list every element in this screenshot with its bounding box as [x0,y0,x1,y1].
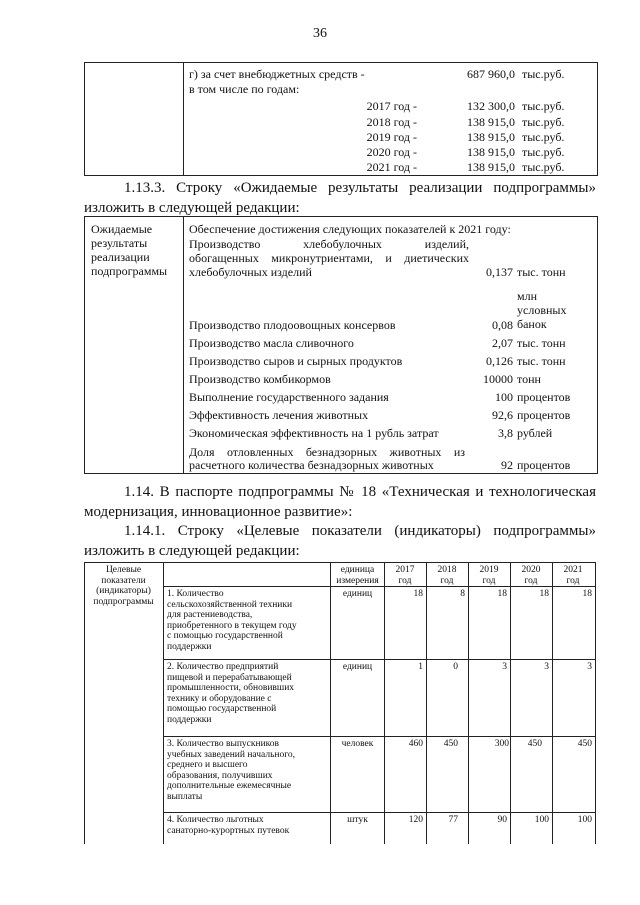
column-divider [426,562,427,844]
name-line: учебных заведений начального, [167,749,296,760]
label-line: показатели [101,575,146,586]
name-line: технику и оборудование с [167,693,272,704]
result-label: хлебобулочных изделий [189,265,312,279]
header-line: измерения [336,575,379,586]
indicator-value: 18 [539,589,549,599]
results-intro: Обеспечение достижения следующих показателей к 2021 году: [189,222,511,236]
name-line: санаторно-курортных путевок [167,825,290,836]
funding-unit: тыс.руб. [522,130,565,144]
paragraph-line: изложить в следующей редакции: [84,543,300,559]
row-divider [163,586,596,587]
indicator-unit: единиц [342,662,373,672]
name-line: поддержки [167,641,212,652]
funding-amount: 138 915,0 [467,160,515,174]
indicator-value: 1 [418,662,423,672]
indicator-unit: единиц [342,589,373,599]
funding-year: 2018 год - [366,115,417,129]
name-line: помощью государственной [167,704,277,714]
paragraph-line: модернизация, инновационное развитие»: [84,504,353,520]
indicator-value: 3 [587,662,592,672]
name-line: образования, получивших [167,770,273,781]
result-label: Производство масла сливочного [189,336,354,350]
indicator-name [167,815,327,836]
result-label: Эффективность лечения животных [189,408,369,422]
table-border [84,562,596,563]
funding-amount: 132 300,0 [467,99,515,113]
funding-total-amount: 687 960,0 [467,67,515,81]
indicator-value: 460 [408,739,423,749]
name-line: 1. Количество [167,589,224,599]
indicator-value: 18 [413,589,423,599]
funding-unit: тыс.руб. [522,145,565,159]
paragraph-line: 1.13.3. Строку «Ожидаемые результаты реализации подпрограммы» [124,180,596,196]
expected-results-table [84,216,598,474]
result-value: 92 [501,458,513,472]
paragraph-1-14 [84,482,596,522]
indicator-value: 0 [453,662,458,672]
table-border [84,562,85,844]
result-label: Экономическая эффективность на 1 рубль затрат [189,426,439,440]
year-header: 2017 год [395,565,415,586]
indicator-name [167,662,327,725]
name-line: выплаты [167,791,203,802]
funding-unit: тыс.руб. [522,99,565,113]
indicator-value: 100 [534,815,549,825]
funding-amount: 138 915,0 [467,145,515,159]
indicators-table [84,562,596,844]
name-line: среднего и высшего [167,760,248,770]
funding-title: г) за счет внебюджетных средств - [189,67,365,81]
column-divider [183,217,184,473]
indicator-value: 18 [497,589,507,599]
funding-year: 2021 год - [366,160,417,174]
result-value: 2,07 [492,336,513,350]
indicator-value: 3 [544,662,549,672]
indicator-value: 450 [443,739,458,749]
year-header: 2018 год [437,565,457,586]
row-divider [163,659,596,660]
indicator-value: 3 [502,662,507,672]
label-line: реализации [91,250,150,264]
indicator-unit: человек [341,739,374,749]
result-unit [517,289,595,331]
name-line: дополнительные ежемесячные [167,781,292,791]
funding-amount: 138 915,0 [467,130,515,144]
column-divider [552,562,553,844]
result-label: Производство плодоовощных консервов [189,318,396,332]
header-line: единица [340,565,375,575]
funding-amount: 138 915,0 [467,115,515,129]
indicator-value: 450 [577,739,592,749]
column-divider [163,562,164,844]
row-divider [163,736,596,737]
row-label [86,565,161,607]
indicator-name [167,589,327,652]
column-divider [510,562,511,844]
name-line: сельскохозяйственной техники [167,599,293,610]
indicator-value: 300 [494,739,509,749]
indicator-value: 18 [582,589,592,599]
indicator-value: 90 [497,815,507,825]
funding-year: 2019 год - [366,130,417,144]
year-header: 2021 год [563,565,583,586]
indicator-name [167,739,327,802]
funding-unit: тыс.руб. [522,160,565,174]
result-value: 0,137 [486,265,513,279]
funding-by-years: в том числе по годам: [189,82,300,96]
indicator-unit: штук [347,815,368,825]
name-line: с помощью государственной [167,631,283,641]
year-header: 2019 год [479,565,499,586]
unit-line: млн [517,289,538,303]
result-value: 10000 [483,372,513,386]
row-label [91,222,181,278]
result-unit: процентов [517,390,571,404]
result-label: Производство хлебобулочных изделий, [189,237,469,251]
result-unit: тыс. тонн [517,265,566,279]
row-divider [163,812,596,813]
result-unit: процентов [517,458,571,472]
indicator-value: 77 [448,815,458,825]
result-label: Производство комбикормов [189,372,331,386]
name-line: для растениеводства, [167,610,253,620]
indicator-value: 120 [408,815,423,825]
result-label: Выполнение государственного задания [189,390,389,404]
page-number: 36 [313,26,327,41]
funding-table [84,62,598,176]
column-divider [468,562,469,844]
label-line: результаты [91,236,148,250]
result-value: 0,08 [492,318,513,332]
indicator-value: 100 [577,815,592,825]
unit-line: условных [517,303,567,317]
unit-header [331,565,384,586]
result-unit: тыс. тонн [517,354,566,368]
label-line: Целевые [105,565,142,575]
name-line: приобретенного в текущем году [167,620,297,631]
name-line: 4. Количество льготных [167,815,264,825]
indicator-value: 450 [527,739,542,749]
result-unit: тыс. тонн [517,336,566,350]
table-border [595,562,596,844]
year-header: 2020 год [521,565,541,586]
result-value: 0,126 [486,354,513,368]
funding-year: 2017 год - [366,99,417,113]
paragraph-line: изложить в следующей редакции: [84,200,300,216]
label-line: (индикаторы) [96,586,151,596]
result-label: обогащенных микронутриентами, и диетических [189,251,469,265]
column-divider [384,562,385,844]
result-unit: тонн [517,372,541,386]
paragraph-line: 1.14. В паспорте подпрограммы № 18 «Техническая и технологическая [124,484,596,500]
paragraph-line: 1.14.1. Строку «Целевые показатели (индикаторы) подпрограммы» [124,523,596,539]
name-line: пищевой и перерабатывающей [167,672,292,683]
result-value: 92,6 [492,408,513,422]
paragraph-1-14-1 [84,521,596,561]
paragraph-1-13-3 [84,178,596,218]
unit-line: банок [517,317,547,331]
indicator-value: 8 [460,589,465,599]
result-unit: рублей [517,426,553,440]
funding-total-unit: тыс.руб. [522,67,565,81]
result-label: Производство сыров и сырных продуктов [189,354,403,368]
funding-unit: тыс.руб. [522,115,565,129]
result-value: 3,8 [498,426,513,440]
result-label: Доля отловленных безнадзорных животных из [189,445,465,459]
label-line: подпрограммы [93,596,154,607]
column-divider [183,63,184,175]
name-line: поддержки [167,714,212,725]
label-line: Ожидаемые [91,222,153,236]
name-line: промышленности, обновивших [167,683,295,693]
result-unit: процентов [517,408,571,422]
result-label: расчетного количества безнадзорных животных [189,458,434,472]
name-line: 2. Количество предприятий [167,662,279,672]
result-value: 100 [495,390,513,404]
funding-year: 2020 год - [366,145,417,159]
name-line: 3. Количество выпускников [167,739,280,749]
label-line: подпрограммы [91,264,168,278]
column-divider [330,562,331,844]
